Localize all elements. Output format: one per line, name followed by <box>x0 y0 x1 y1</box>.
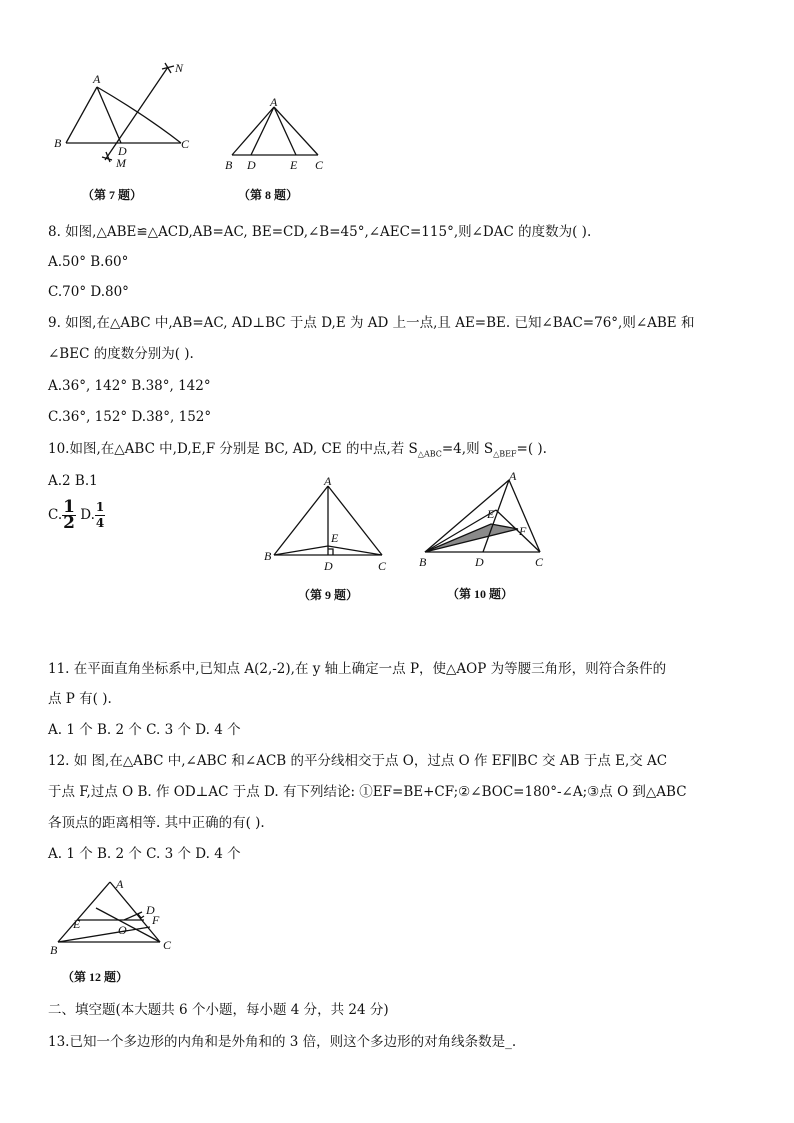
q12-options: A. 1 个 B. 2 个 C. 3 个 D. 4 个 <box>48 846 241 862</box>
fig12-label-a: A <box>116 877 124 891</box>
q11-options: A. 1 个 B. 2 个 C. 3 个 D. 4 个 <box>48 722 241 738</box>
section2-heading: 二、填空题(本大题共 6 个小题，每小题 4 分，共 24 分) <box>48 1002 389 1018</box>
q9-stem-line2: ∠BEC 的度数分别为( ). <box>48 346 194 362</box>
caption-q9: （第 9 题） <box>298 588 359 602</box>
q12-stem-line3: 各顶点的距离相等. 其中正确的有( ). <box>48 815 265 831</box>
caption-q10: （第 10 题） <box>447 587 514 601</box>
q12-stem-line1: 12. 如 图,在△ABC 中,∠ABC 和∠ACB 的平分线相交于点 O，过点 O 作 EF∥BC 交 AB 于点 E,交 AC <box>48 753 668 769</box>
q10-stem-post: =( ). <box>516 441 547 457</box>
fig10-label-d: D <box>475 555 484 569</box>
q11-stem-line1: 11. 在平面直角坐标系中,已知点 A(2,-2),在 y 轴上确定一点 P，使△AOP 为等腰三角形，则符合条件的 <box>48 661 667 677</box>
q10-opt-d-num: 1 <box>95 500 105 514</box>
q10-opt-c-den: 2 <box>63 513 75 533</box>
q9-options-cd: C.36°, 152° D.38°, 152° <box>48 409 212 425</box>
q10-options-cd <box>48 497 105 533</box>
fig10-label-a: A <box>509 469 517 483</box>
fig10-label-e: E <box>487 507 495 521</box>
fig12-label-b: B <box>50 943 58 957</box>
q10-stem <box>48 440 547 464</box>
fig8-label-e: E <box>290 158 298 172</box>
fig8-label-a: A <box>270 95 278 109</box>
q10-stem-pre: 10.如图,在△ABC 中,D,E,F 分别是 BC, AD, CE 的中点,若 S <box>48 441 418 457</box>
q8-options-cd: C.70° D.80° <box>48 284 129 300</box>
fig12-label-o: O <box>118 923 127 937</box>
fig7-label-a: A <box>93 72 101 86</box>
fig9-label-c: C <box>378 559 387 573</box>
figure-8 <box>222 95 342 175</box>
q10-sub-abc: △ABC <box>417 449 442 459</box>
fig7-label-d: D <box>118 144 127 158</box>
fig8-label-d: D <box>247 158 256 172</box>
q10-options-ab: A.2 B.1 <box>48 473 98 489</box>
fig8-label-c: C <box>315 158 324 172</box>
figure-7 <box>50 60 200 175</box>
fig12-label-f: F <box>152 913 160 927</box>
fig8-label-b: B <box>225 158 233 172</box>
figure-10 <box>417 469 552 572</box>
caption-q12: （第 12 题） <box>62 970 129 984</box>
q10-opt-d-fraction <box>95 500 105 531</box>
fig9-label-e: E <box>331 531 339 545</box>
fig12-label-c: C <box>163 938 172 952</box>
fig7-label-m: M <box>116 156 126 170</box>
q10-opt-c-num: 1 <box>63 497 75 517</box>
fig12-label-d: D <box>146 903 155 917</box>
fig9-label-b: B <box>264 549 272 563</box>
fig12-label-e: E <box>73 917 81 931</box>
q8-options-ab: A.50° B.60° <box>48 254 129 270</box>
fig10-label-b: B <box>419 555 427 569</box>
fig7-label-b: B <box>54 136 62 150</box>
q9-options-ab: A.36°, 142° B.38°, 142° <box>48 378 211 394</box>
caption-q7: （第 7 题） <box>82 188 143 202</box>
fig9-label-a: A <box>324 474 332 488</box>
q10-stem-mid: =4,则 S <box>441 441 494 457</box>
q10-opt-c-label: C. <box>48 507 63 523</box>
fig7-label-c: C <box>181 137 190 151</box>
fig10-label-c: C <box>535 555 544 569</box>
q9-stem-line1: 9. 如图,在△ABC 中,AB=AC, AD⊥BC 于点 D,E 为 AD 上一点,且 AE=BE. 已知∠BAC=76°,则∠ABE 和 <box>48 315 695 331</box>
q12-stem-line2: 于点 F,过点 O B. 作 OD⊥AC 于点 D. 有下列结论: ①EF=BE+CF;②∠BOC=180°-∠A;③点 O 到△ABC <box>48 784 687 800</box>
fig10-label-f: F <box>519 524 527 538</box>
q10-sub-bef: △BEF <box>493 449 517 459</box>
q10-opt-d-label: D. <box>80 507 95 523</box>
q10-opt-d-den: 4 <box>95 516 105 530</box>
q11-stem-line2: 点 P 有( ). <box>48 691 112 707</box>
q10-opt-c-fraction <box>62 497 76 533</box>
fig9-label-d: D <box>324 559 333 573</box>
q13-stem: 13.已知一个多边形的内角和是外角和的 3 倍，则这个多边形的对角线条数是_. <box>48 1034 517 1050</box>
caption-q8: （第 8 题） <box>238 188 299 202</box>
fig7-label-n: N <box>175 61 184 75</box>
figure-12 <box>46 874 186 957</box>
figure-9 <box>262 474 392 578</box>
q8-stem: 8. 如图,△ABE≌△ACD,AB=AC, BE=CD,∠B=45°,∠AEC=115°,则∠DAC 的度数为( ). <box>48 224 592 240</box>
